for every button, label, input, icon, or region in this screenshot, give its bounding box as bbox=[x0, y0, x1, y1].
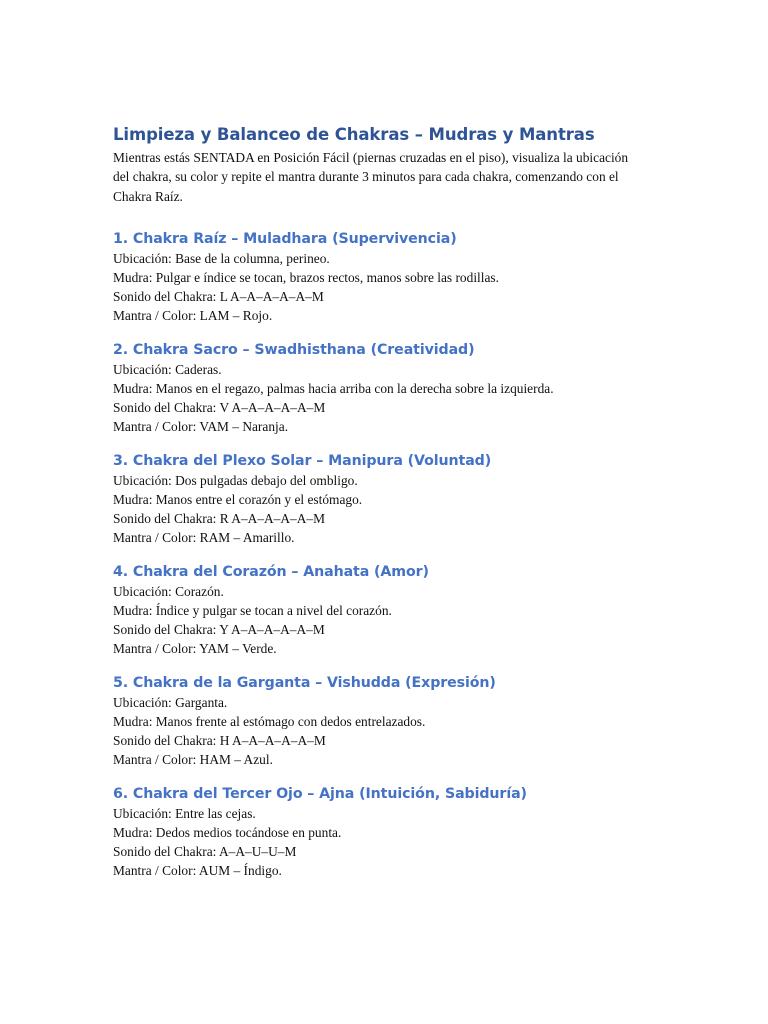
location-line: Ubicación: Corazón. bbox=[113, 584, 224, 600]
section-heading: 4. Chakra del Corazón – Anahata (Amor) bbox=[113, 564, 429, 581]
document-content bbox=[113, 124, 633, 880]
section-heading: 5. Chakra de la Garganta – Vishudda (Expresión) bbox=[113, 675, 496, 692]
location-line: Ubicación: Base de la columna, perineo. bbox=[113, 251, 330, 267]
location-line: Ubicación: Garganta. bbox=[113, 695, 228, 711]
location-line: Ubicación: Caderas. bbox=[113, 362, 222, 378]
sound-line: Sonido del Chakra: R A–A–A–A–A–M bbox=[113, 511, 326, 527]
mantra-color-line: Mantra / Color: LAM – Rojo. bbox=[113, 308, 273, 324]
sound-line: Sonido del Chakra: L A–A–A–A–A–M bbox=[113, 289, 324, 305]
chakra-section-2 bbox=[113, 340, 633, 436]
section-heading: 1. Chakra Raíz – Muladhara (Supervivencia) bbox=[113, 231, 457, 248]
document-title: Limpieza y Balanceo de Chakras – Mudras y Mantras bbox=[113, 125, 595, 144]
section-heading: 2. Chakra Sacro – Swadhisthana (Creatividad) bbox=[113, 342, 475, 359]
mudra-line: Mudra: Manos frente al estómago con dedos entrelazados. bbox=[113, 714, 426, 730]
chakra-section-3 bbox=[113, 451, 633, 547]
mantra-color-line: Mantra / Color: RAM – Amarillo. bbox=[113, 530, 295, 546]
mudra-line: Mudra: Dedos medios tocándose en punta. bbox=[113, 825, 342, 841]
section-heading: 3. Chakra del Plexo Solar – Manipura (Voluntad) bbox=[113, 453, 492, 470]
mudra-line: Mudra: Índice y pulgar se tocan a nivel del corazón. bbox=[113, 603, 392, 619]
mudra-line: Mudra: Pulgar e índice se tocan, brazos rectos, manos sobre las rodillas. bbox=[113, 270, 499, 286]
mantra-color-line: Mantra / Color: AUM – Índigo. bbox=[113, 863, 282, 879]
chakra-section-1 bbox=[113, 229, 633, 325]
location-line: Ubicación: Entre las cejas. bbox=[113, 806, 256, 822]
section-heading: 6. Chakra del Tercer Ojo – Ajna (Intuición, Sabiduría) bbox=[113, 786, 527, 803]
sound-line: Sonido del Chakra: H A–A–A–A–A–M bbox=[113, 733, 326, 749]
chakra-section-5 bbox=[113, 673, 633, 769]
mudra-line: Mudra: Manos en el regazo, palmas hacia arriba con la derecha sobre la izquierda. bbox=[113, 381, 554, 397]
mantra-color-line: Mantra / Color: VAM – Naranja. bbox=[113, 419, 289, 435]
mudra-line: Mudra: Manos entre el corazón y el estómago. bbox=[113, 492, 363, 508]
sound-line: Sonido del Chakra: V A–A–A–A–A–M bbox=[113, 400, 326, 416]
sound-line: Sonido del Chakra: Y A–A–A–A–A–M bbox=[113, 622, 325, 638]
chakra-section-6 bbox=[113, 784, 633, 880]
mantra-color-line: Mantra / Color: YAM – Verde. bbox=[113, 641, 277, 657]
sound-line: Sonido del Chakra: A–A–U–U–M bbox=[113, 844, 297, 860]
chakra-section-4 bbox=[113, 562, 633, 658]
location-line: Ubicación: Dos pulgadas debajo del ombligo. bbox=[113, 473, 358, 489]
intro-paragraph: Mientras estás SENTADA en Posición Fácil (piernas cruzadas en el piso), visualiza la ubicación del chakra, su color y repite el mantra durante 3 minutos para cada chakra, comenzando con el Chakra Raíz. bbox=[113, 150, 629, 204]
mantra-color-line: Mantra / Color: HAM – Azul. bbox=[113, 752, 273, 768]
